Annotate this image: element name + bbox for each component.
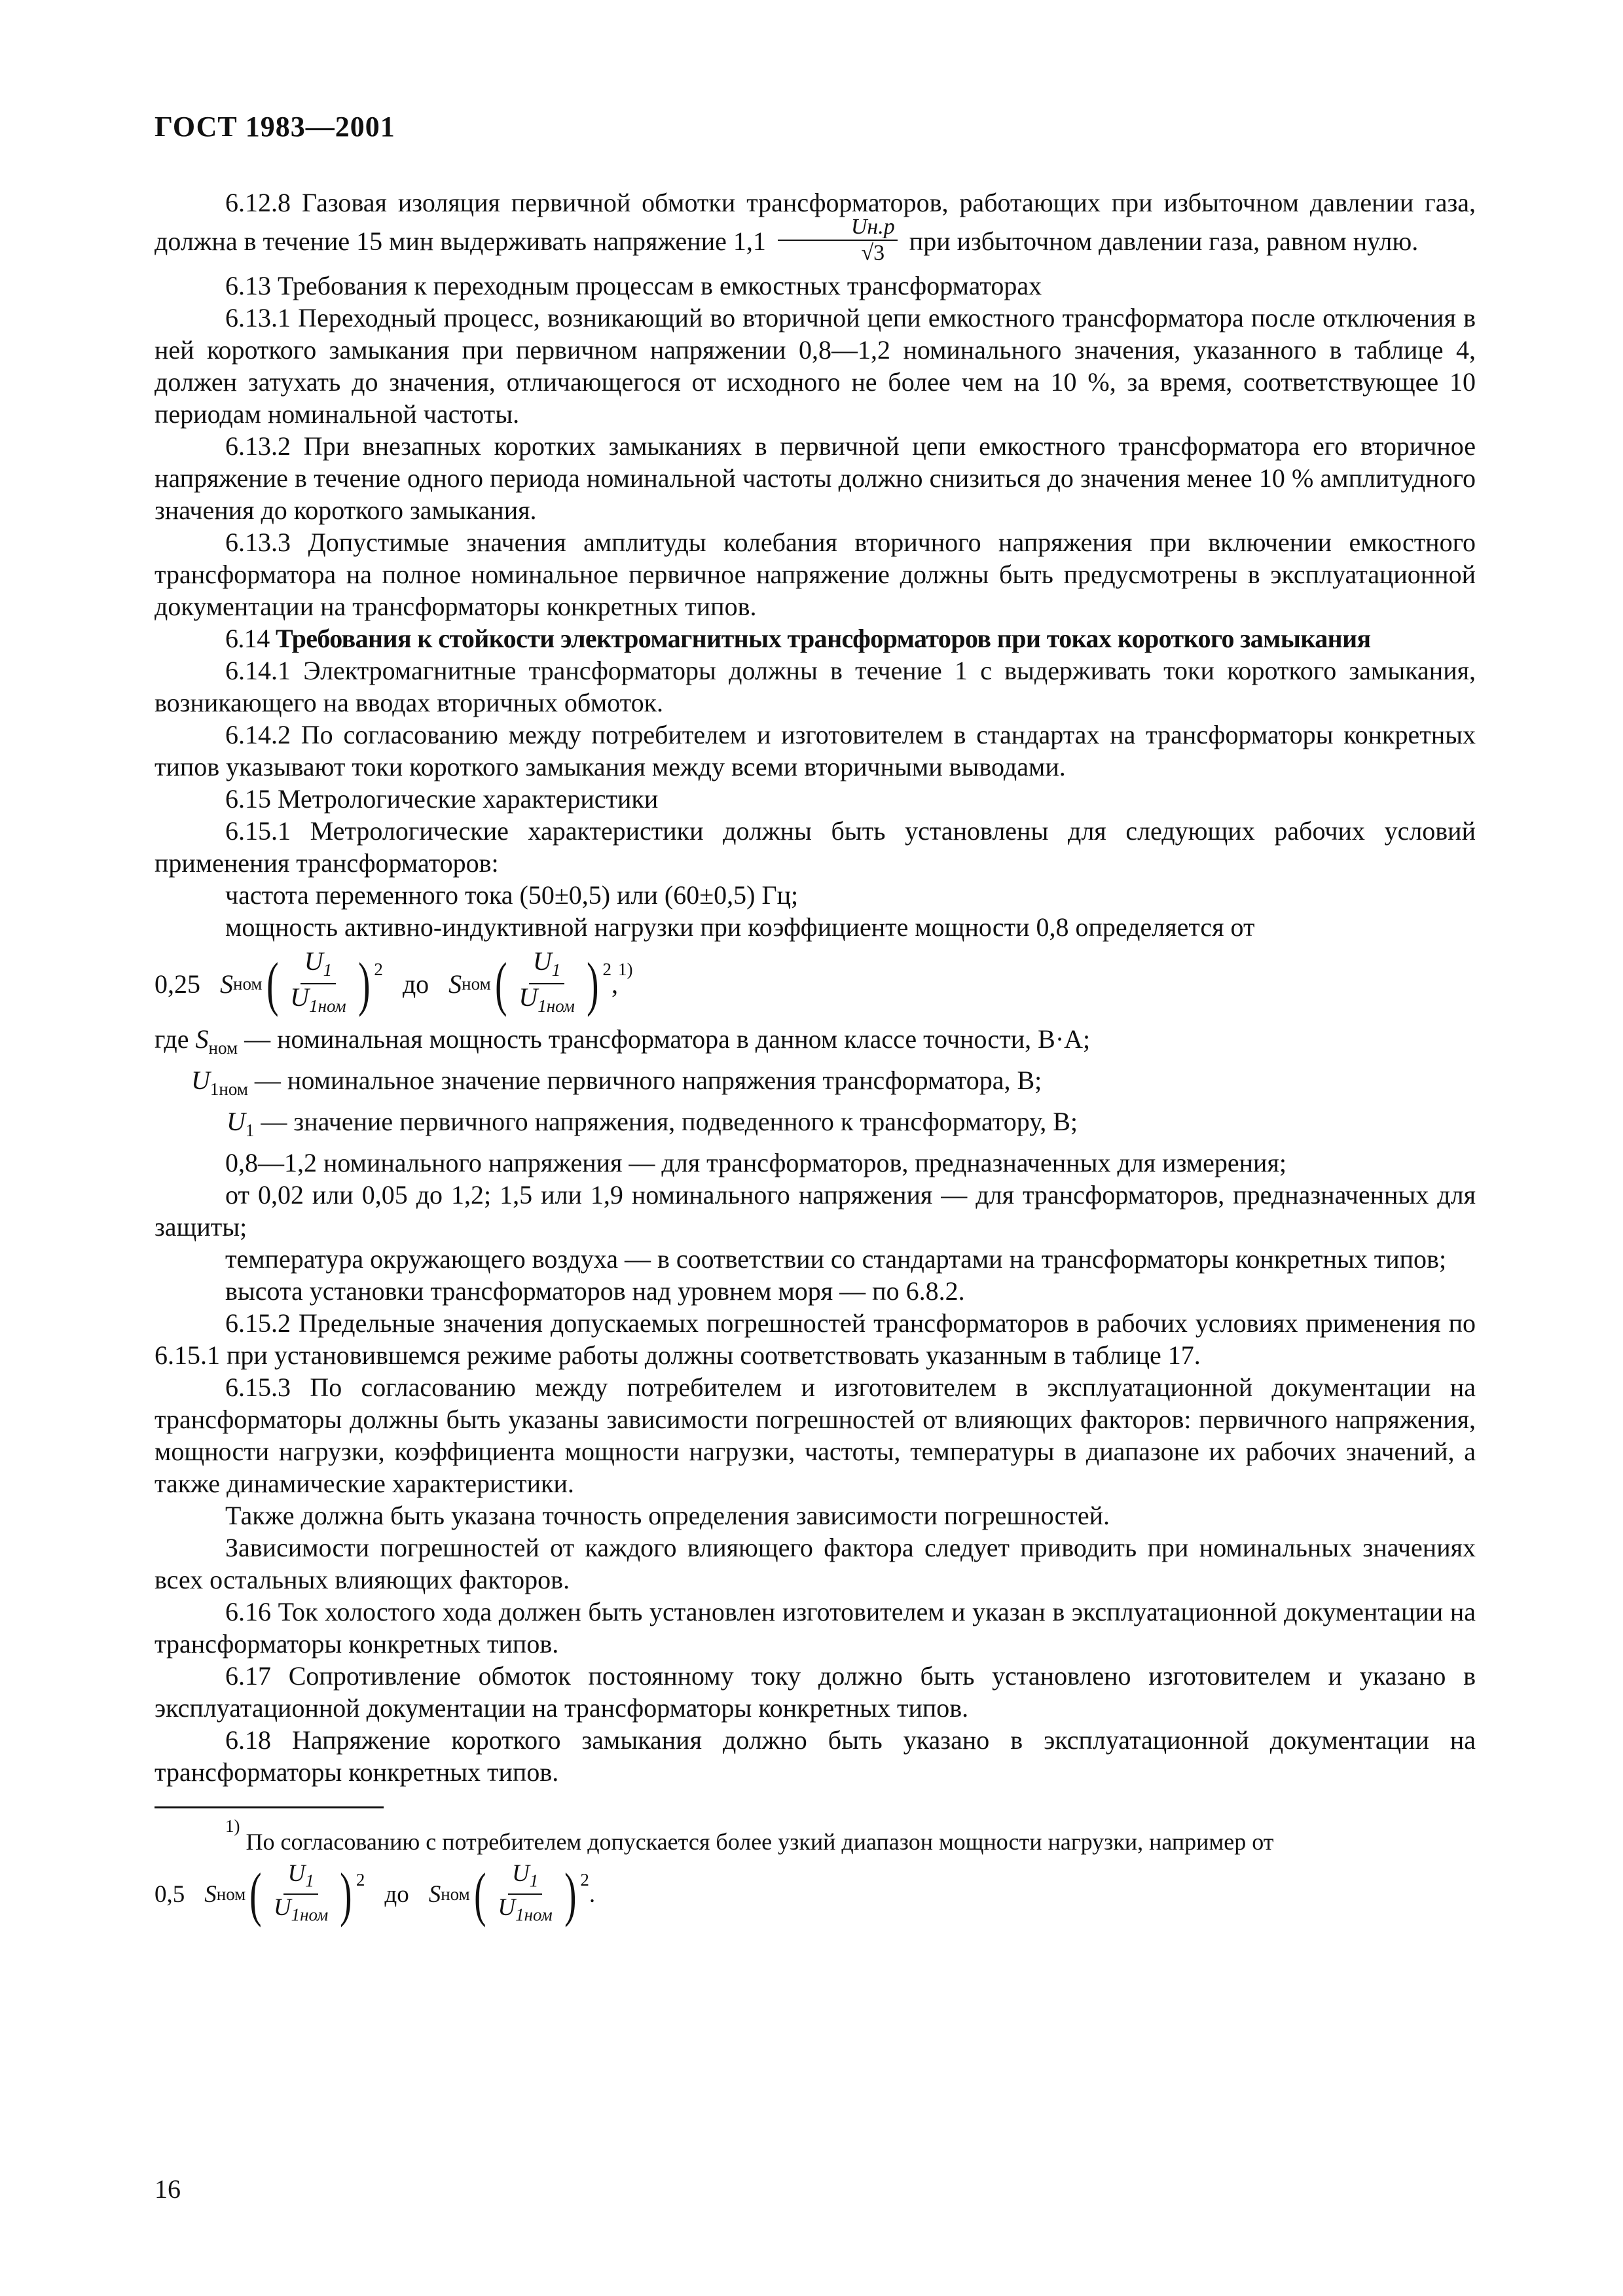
footnote-formula: 0,5 S ном ( $\frac{U_1}{U_{1ном}}$ ) 2 до S ном ( $\frac{U_1}{U_{1ном}}$ ) 2 . <box>155 1860 596 1928</box>
document-body <box>155 187 1476 1928</box>
footnote-text: $^{1)}$ По согласованию с потребителем допускается более узкий диапазон мощности нагрузки, например от <box>225 1816 1274 1855</box>
paragraph-6-13-2: 6.13.2 При внезапных коротких замыканиях в первичной цепи емкостного трансформатора его вторичное напряжение в течение одного периода номинальной частоты должно снизиться до значения менее 10 % амплитудного значения до короткого замыкания. <box>155 431 1476 525</box>
frequency-condition: частота переменного тока (50±0,5) или (60±0,5) Гц; <box>225 880 799 910</box>
footnote-reference: 1) <box>617 959 633 979</box>
definition-u1-nom: $U_{1ном}$ — номинальное значение первичного напряжения трансформатора, В; <box>191 1066 1042 1099</box>
paragraph-6-13: 6.13 Требования к переходным процессам в емкостных трансформаторах <box>225 271 1042 300</box>
temperature-condition: температура окружающего воздуха — в соответствии со стандартами на трансформаторы конкретных типов; <box>225 1244 1447 1274</box>
paragraph-text: 6.12.8 Газовая изоляция первичной обмотки трансформаторов, работающих при избыточном давлении газа, должна в течение 15 мин выдерживать напряжение 1,1 <box>155 188 1476 257</box>
symbol-s: S <box>448 969 462 999</box>
section-number: 6.14 <box>225 624 270 653</box>
exponent: 2 <box>374 959 383 979</box>
footnote-divider <box>155 1806 384 1808</box>
paragraph-6-15: 6.15 Метрологические характеристики <box>225 784 659 814</box>
paragraph-6-14-2: 6.14.2 По согласованию между потребителем и изготовителем в стандартах на трансформаторы конкретных типов указывают токи короткого замыкания между всеми вторичными выводами. <box>155 720 1476 781</box>
symbol-definitions <box>155 1023 1476 1147</box>
paragraph-6-13-3: 6.13.3 Допустимые значения амплитуды колебания вторичного напряжения при включении емкостного трансформатора на полное номинальное первичное напряжение должны быть предусмотрены в эксплуатационной документации на трансформаторы конкретных типов. <box>155 528 1476 621</box>
paragraph-6-15-3: 6.15.3 По согласованию между потребителем и изготовителем в эксплуатационной документации на трансформаторы должны быть указаны зависимости погрешностей от влияющих факторов: первичного напряжения, мощности нагрузки, коэффициента мощности нагрузки, частоты, температуры в диапазоне их рабочих значений, а также динамические характеристики. <box>155 1372 1476 1498</box>
symbol-s: S <box>220 969 233 999</box>
definition-s-nom: где $S_{ном}$ — номинальная мощность трансформатора в данном классе точности, В·А; <box>155 1024 1091 1058</box>
page-number: 16 <box>155 2174 181 2204</box>
voltage-fraction <box>778 215 898 266</box>
paragraph-6-16: 6.16 Ток холостого хода должен быть установлен изготовителем и указан в эксплуатационной документации на трансформаторы конкретных типов. <box>155 1597 1476 1659</box>
document-page <box>155 98 1476 2245</box>
protection-range: от 0,02 или 0,05 до 1,2; 1,5 или 1,9 номинального напряжения — для трансформаторов, предназначенных для защиты; <box>155 1180 1476 1242</box>
paragraph-6-18: 6.18 Напряжение короткого замыкания должно быть указано в эксплуатационной документации на трансформаторы конкретных типов. <box>155 1725 1476 1787</box>
voltage-ratio-fraction: $\frac{U_1}{U_{1ном}}$ <box>273 1860 329 1925</box>
altitude-condition: высота установки трансформаторов над уровнем моря — по 6.8.2. <box>225 1276 965 1306</box>
paragraph-6-13-1: 6.13.1 Переходный процесс, возникающий во вторичной цепи емкостного трансформатора после отключения в ней короткого замыкания при первичном напряжении 0,8—1,2 номинального значения, указанного в таблице 4, должен затухать до значения, отличающегося от исходного не более чем на 10 %, за время, соответствующее 10 периодам номинальной частоты. <box>155 303 1476 429</box>
definition-u1: $U_1$ — значение первичного напряжения, подведенного к трансформатору, В; <box>227 1107 1078 1140</box>
document-header: ГОСТ 1983—2001 <box>155 111 395 143</box>
footnote-mark: 1) <box>225 1816 240 1836</box>
power-condition: мощность активно-индуктивной нагрузки при коэффициенте мощности 0,8 определяется от <box>225 912 1255 942</box>
paragraph-6-15-1: 6.15.1 Метрологические характеристики должны быть установлены для следующих рабочих условий применения трансформаторов: <box>155 816 1476 878</box>
paragraph-6-15-2: 6.15.2 Предельные значения допускаемых погрешностей трансформаторов в рабочих условиях применения по 6.15.1 при установившемся режиме работы должны соответствовать указанным в таблице 17. <box>155 1308 1476 1370</box>
fraction-numerator: Uн.р <box>778 215 898 241</box>
paragraph-6-17: 6.17 Сопротивление обмоток постоянному току должно быть установлено изготовителем и указано в эксплуатационной документации на трансформаторы конкретных типов. <box>155 1661 1476 1723</box>
subscript-nom: ном <box>233 973 263 994</box>
formula-coefficient: 0,25 <box>155 969 200 999</box>
measurement-range: 0,8—1,2 номинального напряжения — для трансформаторов, предназначенных для измерения; <box>225 1148 1286 1177</box>
paragraph-6-14 <box>155 622 1476 655</box>
paragraph-6-14-1: 6.14.1 Электромагнитные трансформаторы должны в течение 1 с выдерживать токи короткого замыкания, возникающего на вводах вторичных обмоток. <box>155 656 1476 717</box>
paragraph-6-12-8 <box>155 187 1476 270</box>
accuracy-note: Также должна быть указана точность определения зависимости погрешностей. <box>225 1501 1110 1530</box>
dependence-note: Зависимости погрешностей от каждого влияющего фактора следует приводить при номинальных значениях всех остальных влияющих факторов. <box>155 1533 1476 1594</box>
voltage-ratio-fraction: $\frac{U_1}{U_{1ном}}$ <box>498 1860 553 1925</box>
section-title: Требования к стойкости электромагнитных трансформаторов при токах короткого замыкания <box>276 624 1371 653</box>
paragraph-text: при избыточном давлении газа, равном нулю. <box>909 226 1419 257</box>
formula-to: до <box>402 969 429 999</box>
voltage-ratio-fraction: $\frac{U_1}{U_{1ном}}$ <box>290 946 346 1016</box>
voltage-ratio-fraction: $\frac{U_1}{U_{1ном}}$ <box>519 946 575 1016</box>
load-power-formula: 0,25 S ном ( $\frac{U_1}{U_{1ном}}$ ) 2 до S ном ( $\frac{U_1}{U_{1ном}}$ ) 2 , 1) <box>155 948 1476 1019</box>
fraction-denominator: √3 <box>861 241 885 265</box>
